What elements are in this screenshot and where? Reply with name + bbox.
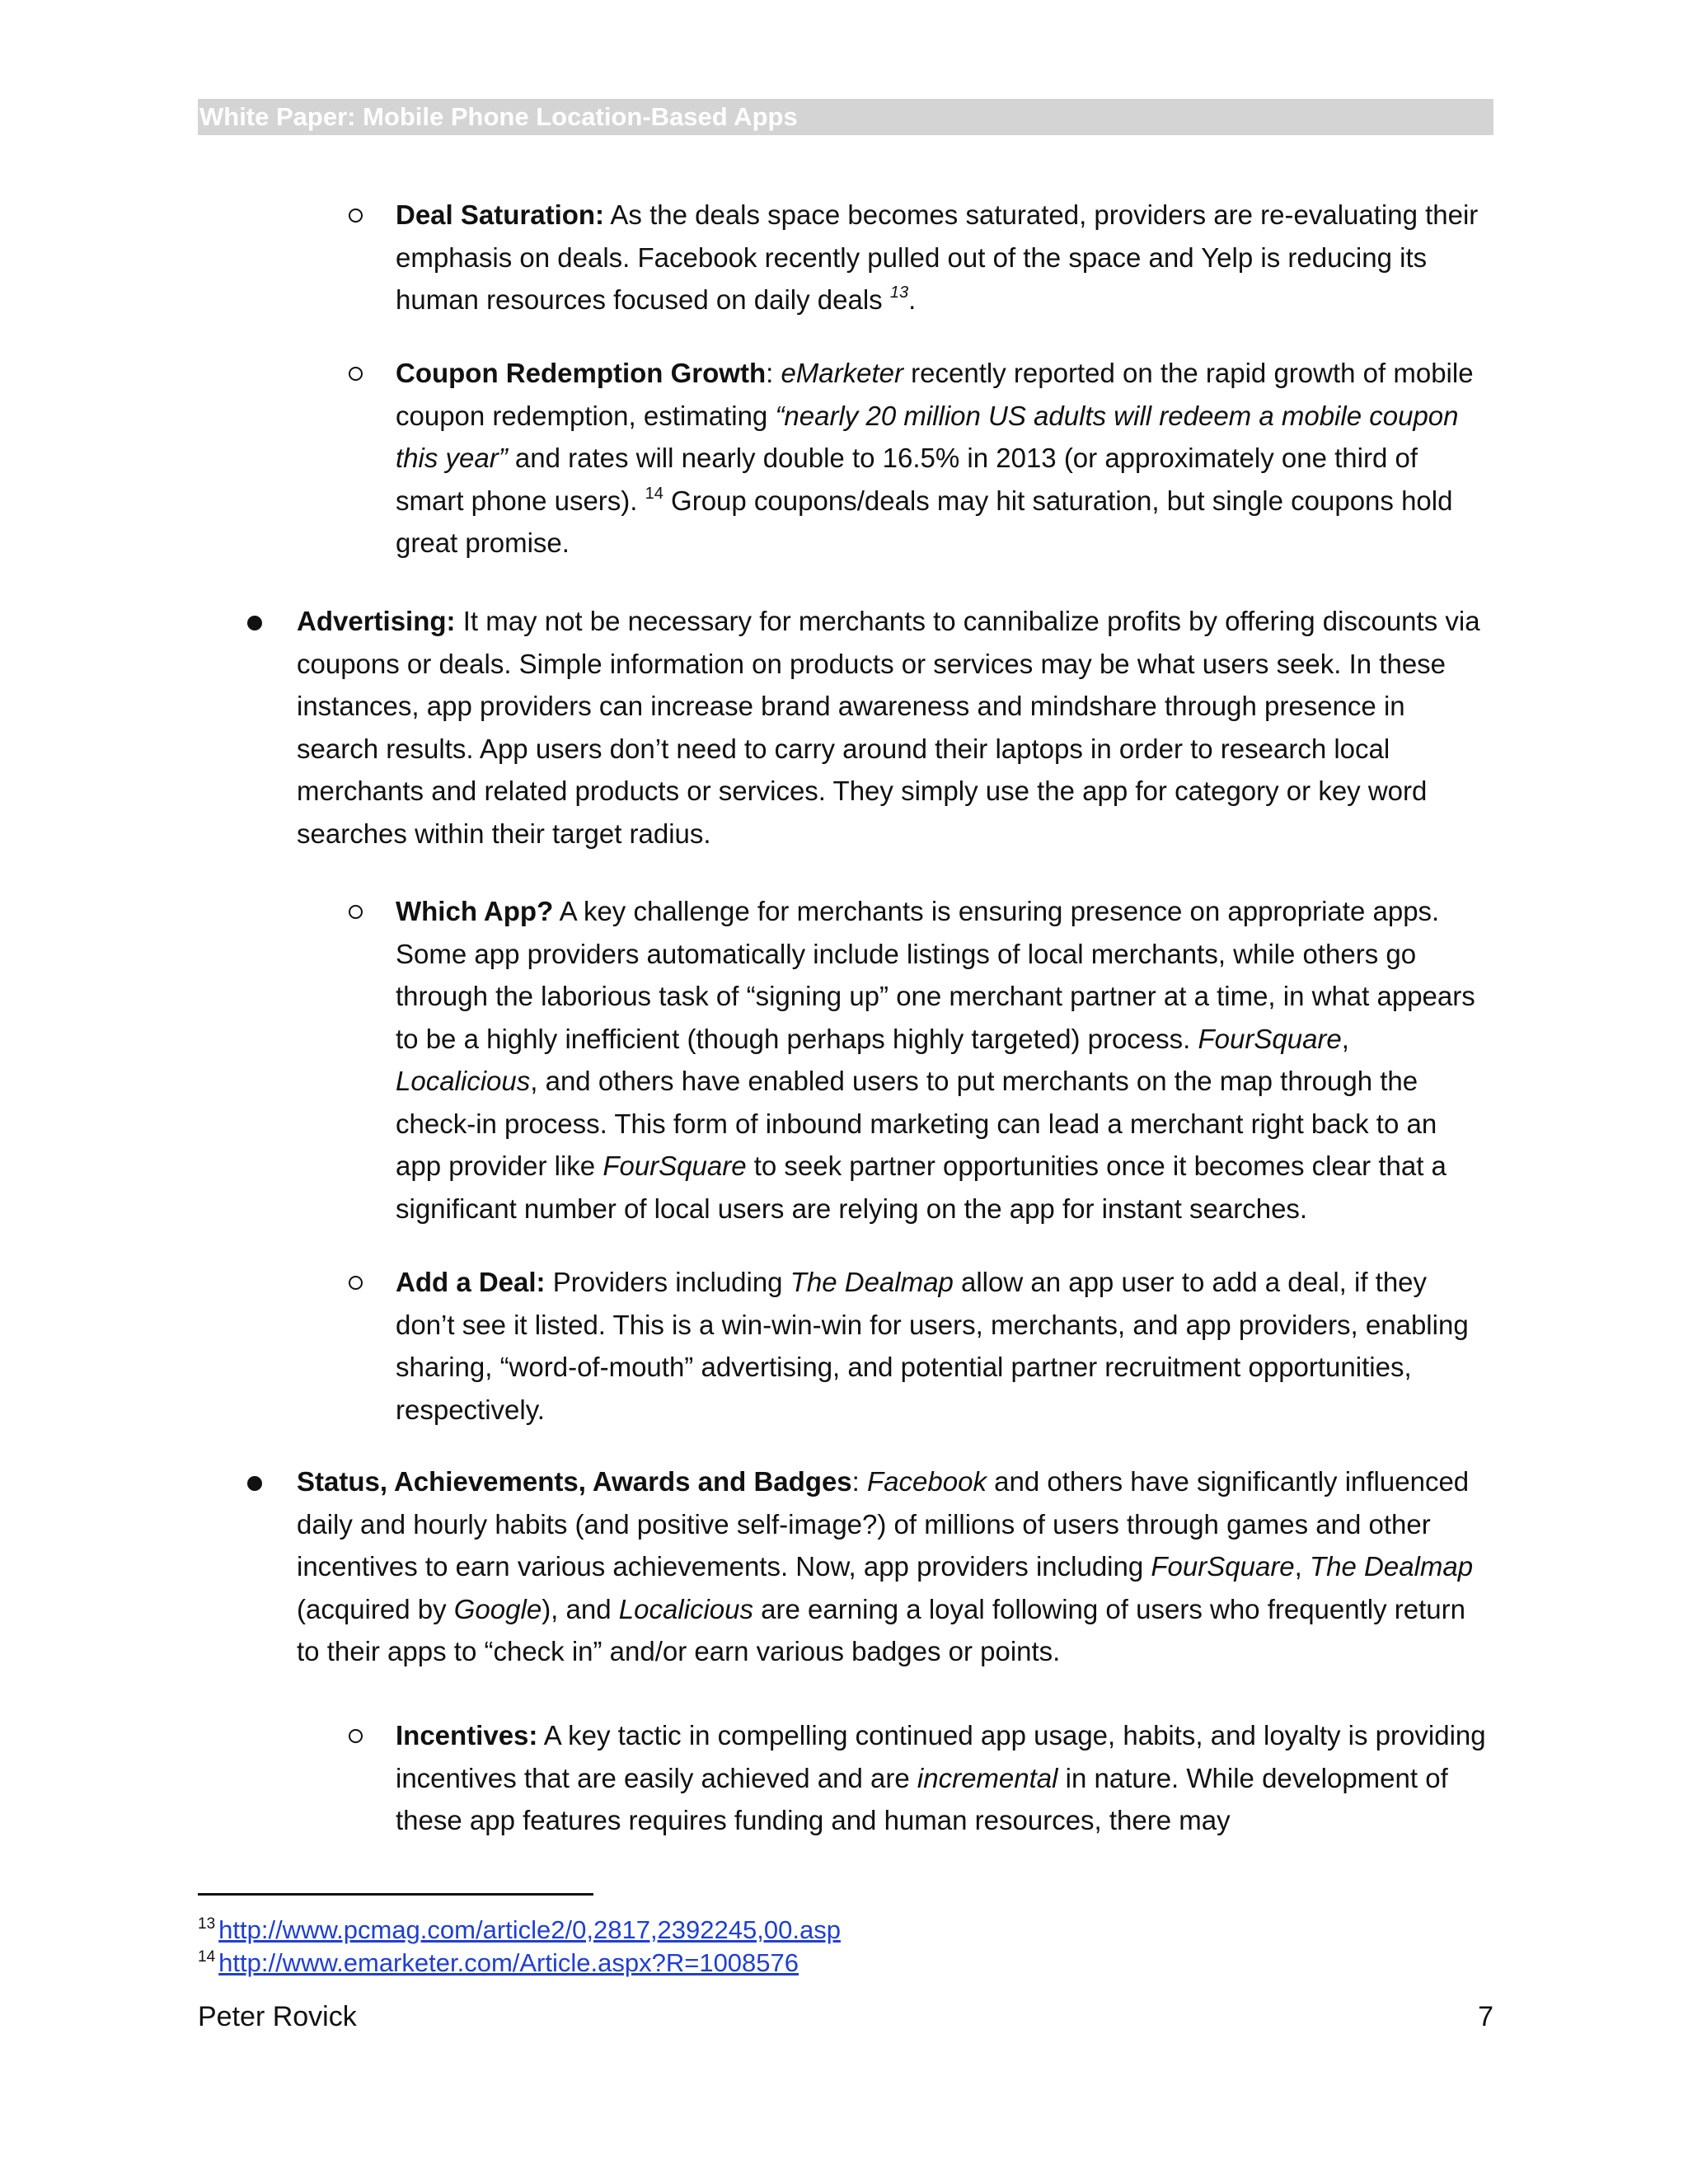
advertising-label: Advertising: bbox=[297, 606, 456, 636]
footnote-14-link[interactable]: http://www.emarketer.com/Article.aspx?R=1008576 bbox=[218, 1948, 799, 1977]
footnote-14: $^{14}$ http://www.emarketer.com/Article.aspx?R=1008576 bbox=[198, 1948, 799, 1977]
footnote-ref: 13 bbox=[889, 284, 909, 302]
header-title: White Paper: Mobile Phone Location-Based Apps bbox=[199, 102, 798, 131]
add-deal-paragraph: Add a Deal: Providers including The Dealmap allow an app user to add a deal, if they don’t see it listed. This is a win-win-win for users, merchants, and app providers, enabling sharing, “word-of-mouth” advertising, and potential partner recruitment opportunities, respectively. bbox=[396, 1267, 1469, 1425]
bullet-icon bbox=[247, 616, 262, 630]
sub-bullet-icon bbox=[349, 905, 363, 919]
status-paragraph: Status, Achievements, Awards and Badges: Facebook and others have significantly influenced daily and hourly habits (and positive self-image?) of millions of users through games and other incentives to earn various achievements. Now, app providers including FourSquare, The Dealmap (acquired by Google), and Localicious are earning a loyal following of users who frequently return to their apps to “check in” and/or earn various badges or points. bbox=[297, 1466, 1474, 1666]
page-number: 7 bbox=[1478, 2001, 1493, 2032]
sub-bullet-icon bbox=[349, 1729, 363, 1743]
which-app-label: Which App? bbox=[396, 896, 554, 926]
incentives-paragraph: Incentives: A key tactic in compelling continued app usage, habits, and loyalty is providing incentives that are easily achieved and are incremental in nature. While development of these app features requires funding and human resources, there may bbox=[396, 1720, 1486, 1835]
bullet-icon bbox=[247, 1476, 262, 1491]
sub-bullet-icon bbox=[349, 367, 363, 381]
coupon-growth-paragraph: Coupon Redemption Growth: eMarketer recently reported on the rapid growth of mobile coupon redemption, estimating “nearly 20 million US adults will redeem a mobile coupon this year” and rates will nearly double to 16.5% in 2013 (or approximately one third of smart phone users). $^{14}$ Group coupons/deals may hit saturation, but single coupons hold great promise. bbox=[396, 358, 1474, 558]
running-header bbox=[198, 99, 1493, 135]
deal-saturation-paragraph: Deal Saturation: As the deals space becomes saturated, providers are re-evaluating their emphasis on deals. Facebook recently pulled out of the space and Yelp is reducing its human resources focused on daily deals $^{13}$. bbox=[396, 199, 1479, 315]
sub-bullet-icon bbox=[349, 209, 363, 223]
status-label: Status, Achievements, Awards and Badges bbox=[297, 1466, 852, 1497]
footnote-separator bbox=[198, 1893, 593, 1896]
deal-saturation-label: Deal Saturation: bbox=[396, 199, 605, 230]
footnote-ref: 14 bbox=[645, 484, 663, 503]
footnote-13-link[interactable]: http://www.pcmag.com/article2/0,2817,2392245,00.asp bbox=[218, 1915, 841, 1944]
sub-bullet-icon bbox=[349, 1276, 363, 1290]
add-deal-label: Add a Deal: bbox=[396, 1267, 546, 1297]
incentives-label: Incentives: bbox=[396, 1720, 538, 1750]
coupon-growth-label: Coupon Redemption Growth bbox=[396, 358, 767, 388]
footer-author: Peter Rovick bbox=[198, 2001, 357, 2032]
which-app-paragraph: Which App? A key challenge for merchants is ensuring presence on appropriate apps. Some app providers automatically include listings of local merchants, while others go through the laborious task of “signing up” one merchant partner at a time, in what appears to be a highly inefficient (though perhaps highly targeted) process. FourSquare, Localicious, and others have enabled users to put merchants on the map through the check-in process. This form of inbound marketing can lead a merchant right back to an app provider like FourSquare to seek partner opportunities once it becomes clear that a significant number of local users are relying on the app for instant searches. bbox=[396, 896, 1475, 1224]
footnote-13: $^{13}$ http://www.pcmag.com/article2/0,2817,2392245,00.asp bbox=[198, 1915, 841, 1944]
advertising-paragraph: Advertising: It may not be necessary for merchants to cannibalize profits by offering discounts via coupons or deals. Simple information on products or services may be what users seek. In these instances, app providers can increase brand awareness and mindshare through presence in search results. App users don’t need to carry around their laptops in order to research local merchants and related products or services. They simply use the app for category or key word searches within their target radius. bbox=[297, 606, 1480, 849]
